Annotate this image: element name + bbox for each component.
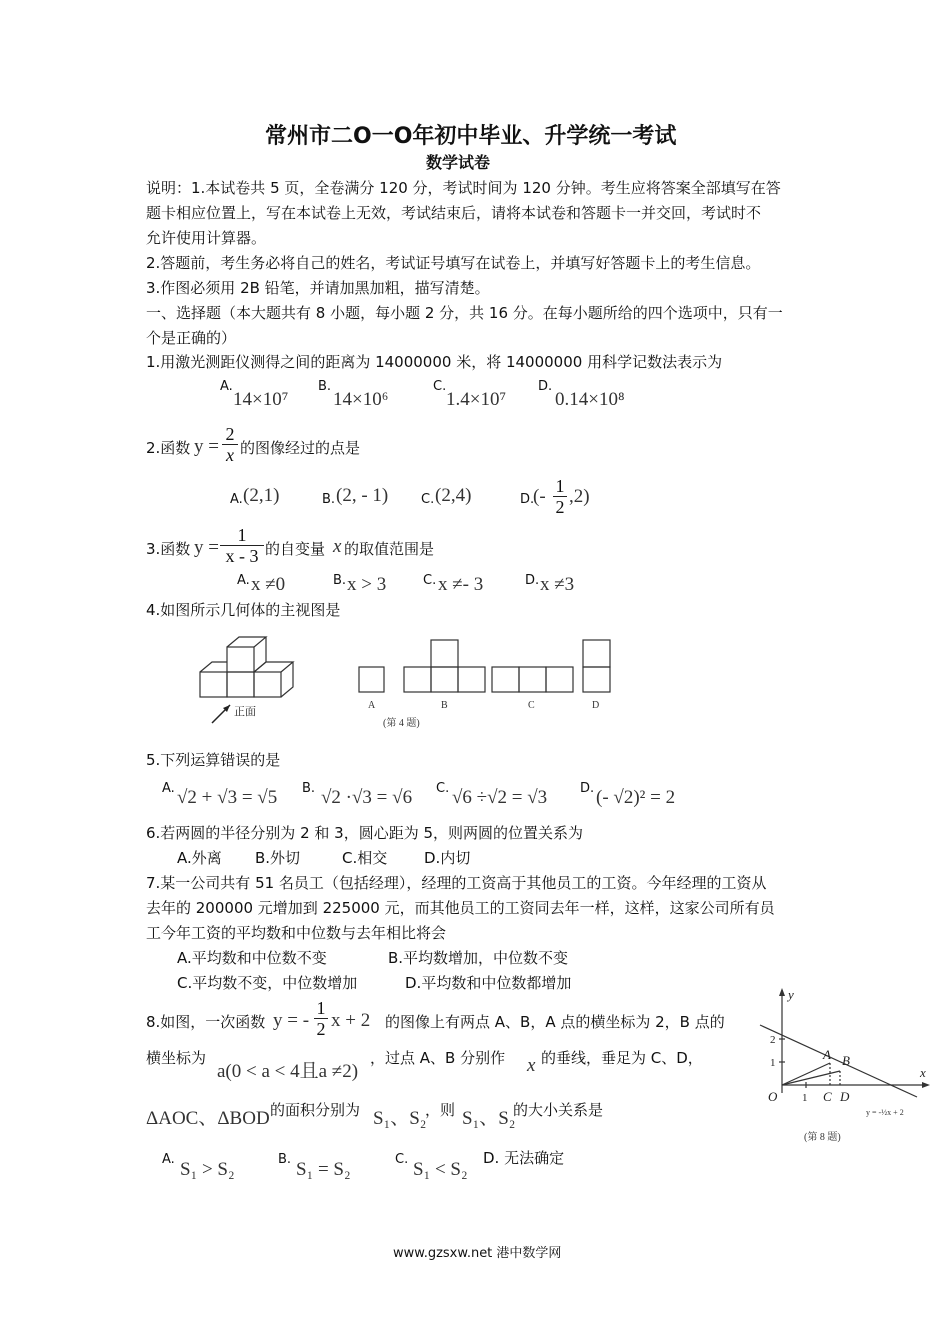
q6-option-a: A.外离 [177, 849, 222, 867]
q8-areas: S₁、S₂ [373, 1108, 427, 1129]
question-8-line3-suffix: 的大小关系是 [513, 1101, 604, 1119]
question-1-stem: 1.用激光测距仪测得之间的距离为 14000000 米，将 14000000 用科学记数法表示为 [146, 353, 723, 371]
question-8-line2-prefix: 横坐标为 [146, 1049, 207, 1067]
question-2-suffix: 的图像经过的点是 [240, 439, 361, 457]
q8-option-c: S₁ < S₂ [413, 1159, 468, 1180]
q3-option-b: x > 3 [347, 574, 387, 595]
question-8-line2-suffix: 的垂线，垂足为 C、D， [541, 1049, 703, 1067]
view-letter: A [368, 700, 376, 711]
q8-fraction-den: 2 [314, 1018, 328, 1039]
option-label: D. [580, 781, 595, 796]
instruction-line: 允许使用计算器。 [146, 229, 267, 247]
q1-option-c: 1.4×10⁷ [446, 389, 507, 410]
axis-label: y [788, 987, 794, 1002]
q2-option-b: (2, - 1) [336, 485, 389, 506]
option-label: A. [230, 492, 243, 507]
q3-function-y: y = [194, 537, 219, 558]
option-label: A. [220, 379, 233, 394]
option-label: D. [520, 492, 535, 507]
q2-option-d-pre: (- [533, 486, 546, 507]
exam-title: 常州市二O一O年初中毕业、升学统一考试 [265, 124, 677, 149]
q8-triangles: ΔAOC、ΔBOD [146, 1108, 270, 1129]
question-8-line2-mid: ，过点 A、B 分别作 [370, 1049, 506, 1067]
question-3-prefix: 3.函数 [146, 540, 191, 558]
x-arrow [922, 1082, 930, 1088]
question-2-prefix: 2.函数 [146, 439, 191, 457]
option-label: C. [395, 1152, 409, 1167]
option-label: B. [333, 573, 347, 588]
q3-variable: x [333, 536, 342, 557]
point-label: B [842, 1053, 850, 1068]
q2-option-d-fraction [553, 476, 567, 517]
origin-label: O [768, 1089, 778, 1104]
q5-option-b: √2 ·√3 = √6 [321, 787, 413, 808]
q3-fraction-den: x - 3 [220, 545, 264, 566]
view-letter: B [441, 700, 448, 711]
q8-option-a: S₁ > S₂ [180, 1159, 235, 1180]
option-label: D. [525, 573, 540, 588]
q2-option-c: (2,4) [435, 485, 472, 506]
instruction-line: 说明：1.本试卷共 5 页，全卷满分 120 分，考试时间为 120 分钟。考生应将答案全部填写在答 [146, 179, 781, 197]
exam-subtitle: 数学试卷 [426, 153, 491, 172]
footer-site: www.gzsxw.net 港中数学网 [393, 1246, 562, 1261]
q1-option-a: 14×10⁷ [233, 389, 289, 410]
q8-function-post: x + 2 [331, 1010, 371, 1031]
solid-drawing [200, 637, 293, 697]
q6-option-d: D.内切 [424, 849, 471, 867]
question-8-line3-mid: 的面积分别为 [270, 1101, 361, 1119]
question-8-line1: 的图像上有两点 A、B，A 点的横坐标为 2，B 点的 [385, 1013, 725, 1031]
axis-label: x [920, 1065, 926, 1080]
point-label: C [823, 1089, 832, 1104]
q7-option-a: A.平均数和中位数不变 [177, 949, 327, 967]
q7-option-b: B.平均数增加，中位数不变 [388, 949, 569, 967]
q8-option-b: S₁ = S₂ [296, 1159, 351, 1180]
option-label: D. [538, 379, 553, 394]
option-label: C. [433, 379, 447, 394]
q7-option-d: D.平均数和中位数都增加 [405, 974, 572, 992]
question-7-stem: 7.某一公司共有 51 名员工（包括经理），经理的工资高于其他员工的工资。今年经理的工资从 [146, 874, 767, 892]
q1-option-b: 14×10⁶ [333, 389, 389, 410]
question-7-stem: 工今年工资的平均数和中位数与去年相比将会 [146, 924, 447, 942]
option-label: C. [423, 573, 437, 588]
q2-function-y: y = [194, 436, 219, 457]
question-8-then: ，则 [425, 1101, 456, 1119]
instruction-line: 3.作图必须用 2B 铅笔，并请加黑加粗，描写清楚。 [146, 279, 490, 297]
question-4-stem: 4.如图所示几何体的主视图是 [146, 601, 341, 619]
q8-areas-repeat: S₁、S₂ [462, 1108, 516, 1129]
question-3-suffix: 的取值范围是 [344, 540, 435, 558]
q3-option-c: x ≠- 3 [438, 574, 484, 595]
segment-oa [782, 1063, 830, 1085]
q3-option-d: x ≠3 [540, 574, 575, 595]
option-label: A. [162, 1152, 175, 1167]
section-heading: 一、选择题（本大题共有 8 小题，每小题 2 分，共 16 分。在每小题所给的四个选项中，只有一 [146, 304, 783, 322]
section-heading: 个是正确的） [146, 329, 237, 347]
figure-caption: (第 8 题) [804, 1132, 841, 1143]
q6-option-b: B.外切 [255, 849, 301, 867]
option-label: B. [322, 492, 336, 507]
q3-option-a: x ≠0 [251, 574, 286, 595]
option-label: A. [162, 781, 175, 796]
option-label: B. [278, 1152, 292, 1167]
point-label: A [823, 1047, 831, 1062]
q2-option-a: (2,1) [243, 485, 280, 506]
option-label: A. [237, 573, 250, 588]
question-5-stem: 5.下列运算错误的是 [146, 751, 281, 769]
view-letter: D [592, 700, 600, 711]
view-letter: C [528, 700, 535, 711]
point-label: D [840, 1089, 850, 1104]
option-label: C. [436, 781, 450, 796]
option-label: B. [302, 781, 316, 796]
tick-label: 1 [770, 1057, 776, 1069]
line-equation: y = -½x + 2 [866, 1108, 904, 1117]
figure-caption: (第 4 题) [383, 718, 420, 729]
instruction-line: 题卡相应位置上，写在本试卷上无效，考试结束后，请将本试卷和答题卡一并交回，考试时不 [146, 204, 762, 222]
q8-option-d: D. 无法确定 [483, 1149, 565, 1167]
q1-option-d: 0.14×10⁸ [555, 389, 625, 410]
segment-ob [782, 1071, 840, 1085]
instruction-line: 2.答题前，考生务必将自己的姓名，考试证号填写在试卷上，并填写好答题卡上的考生信息。 [146, 254, 761, 272]
q2-option-d-post: ,2) [569, 486, 590, 507]
tick-label: 1 [802, 1092, 808, 1104]
answer-views [359, 640, 610, 692]
q5-option-d: (- √2)² = 2 [596, 787, 676, 808]
option-label: C. [421, 492, 435, 507]
q4-figure [190, 625, 630, 735]
q8-graph [752, 985, 932, 1150]
q5-option-c: √6 ÷√2 = √3 [452, 787, 548, 808]
q8-slope-fraction [314, 998, 328, 1039]
tick-label: 2 [770, 1034, 776, 1046]
q8-variable: x [527, 1055, 536, 1076]
q8-condition: a(0 < a < 4且a ≠2) [217, 1061, 359, 1082]
q2-fraction-den: x [222, 444, 238, 465]
front-label: 正面 [234, 706, 256, 718]
q8-function-pre: y = - [273, 1010, 310, 1031]
question-3-middle: 的自变量 [265, 540, 326, 558]
q2-fraction [222, 424, 238, 465]
q5-option-a: √2 + √3 = √5 [177, 787, 278, 808]
q3-fraction [220, 525, 264, 566]
q7-option-c: C.平均数不变，中位数增加 [177, 974, 358, 992]
q8-fraction-num: 1 [316, 998, 326, 1018]
option-label: B. [318, 379, 332, 394]
function-line [760, 1025, 917, 1097]
q3-fraction-num: 1 [237, 525, 247, 545]
q2-fraction-num: 2 [225, 424, 235, 444]
q2-d-den: 2 [553, 496, 567, 517]
y-arrow [779, 988, 785, 996]
question-7-stem: 去年的 200000 元增加到 225000 元，而其他员工的工资同去年一样，这样，这家公司所有员 [146, 899, 775, 917]
q2-d-num: 1 [555, 476, 565, 496]
question-8-prefix: 8.如图，一次函数 [146, 1013, 266, 1031]
question-6-stem: 6.若两圆的半径分别为 2 和 3，圆心距为 5，则两圆的位置关系为 [146, 824, 584, 842]
q6-option-c: C.相交 [342, 849, 388, 867]
